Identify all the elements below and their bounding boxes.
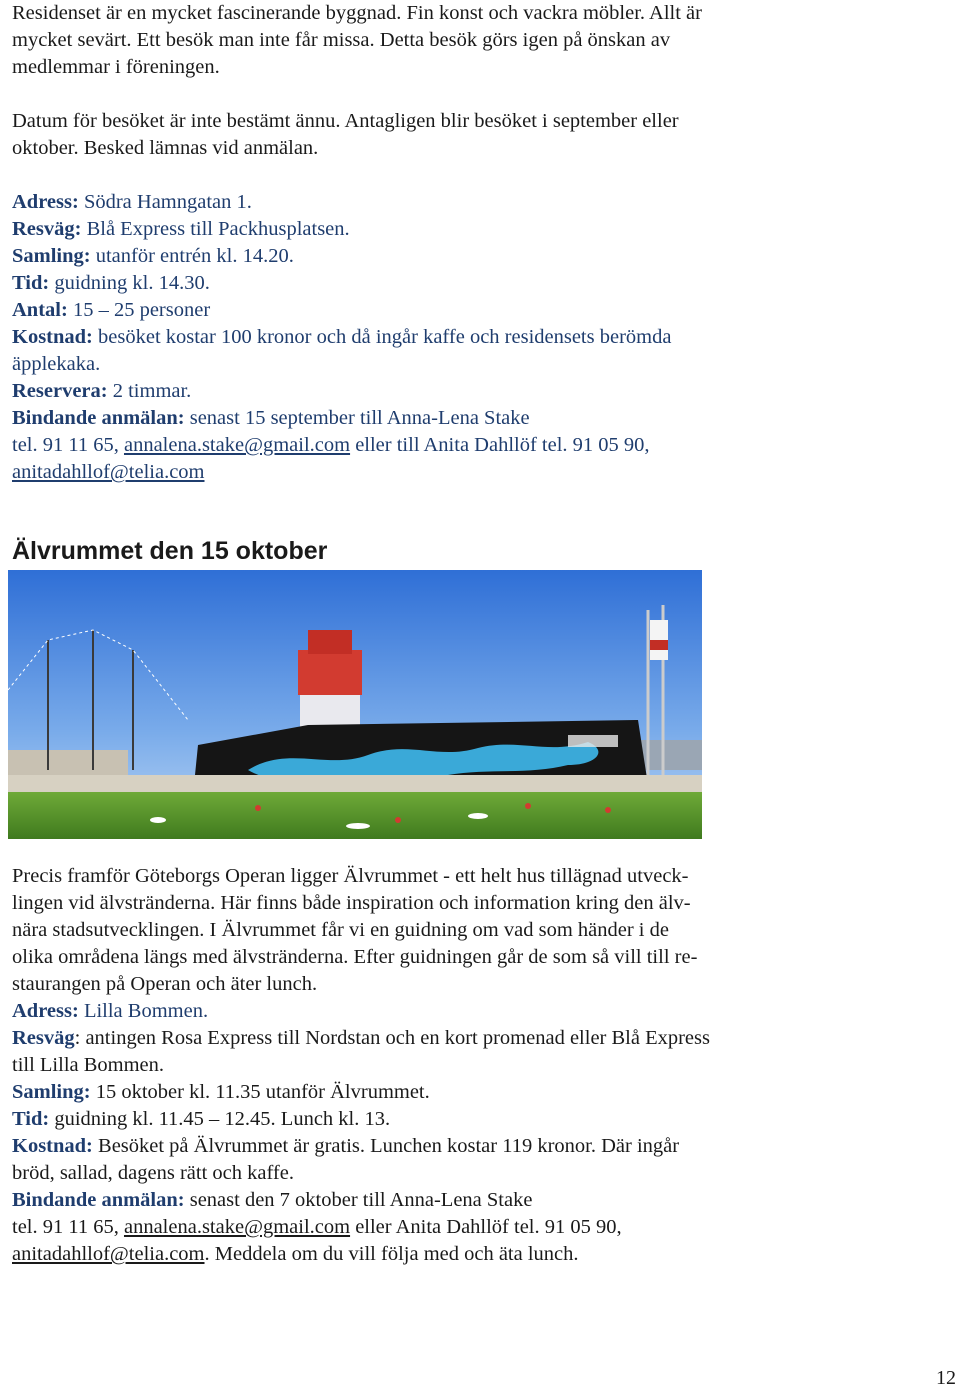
kostnad-row: Kostnad: besöket kostar 100 kronor och då ingår kaffe och residensets berömda äpplekaka. — [12, 326, 672, 375]
kostnad-row: Kostnad: Besöket på Älvrummet är gratis. Lunchen kostar 119 kronor. Där ingår bröd, sallad, dagens rätt och kaffe. — [12, 1135, 680, 1184]
intro-paragraph: Residenset är en mycket fascinerande byggnad. Fin konst och vackra möbler. Allt är mycket sevärt. Ett besök man inte får missa. Detta besök görs igen på önskan av medlemmar i föreningen. — [12, 2, 702, 78]
samling-row: Samling: utanför entrén kl. 14.20. — [12, 245, 294, 267]
samling-row: Samling: 15 oktober kl. 11.35 utanför Älvrummet. — [12, 1081, 430, 1103]
section-alvrummet — [12, 863, 942, 1268]
alvrummet-photo — [8, 570, 702, 839]
adress-row: Adress: Södra Hamngatan 1. — [12, 191, 252, 213]
details-paragraph: Adress: Södra Hamngatan 1. Resväg: Blå Express till Packhusplatsen. Samling: utanför entrén kl. 14.20. Tid: guidning kl. 14.30. Antal: 15 – 25 personer Kostnad: besöket kostar 100 kronor och då ingår kaffe och residensets berömda äpplekaka. Reservera: 2 timmar. Bindande anmälan: senast 15 september till Anna-Lena Stake tel. 91 11 65, annalena.stake@gmail.com eller till Anita Dahllöf tel. 91 05 90, anitadahllof@telia.com — [12, 191, 672, 483]
antal-row: Antal: 15 – 25 personer — [12, 299, 211, 321]
bindande-row: Bindande anmälan: senast 15 september till Anna-Lena Stake — [12, 407, 530, 429]
email-link-annalena[interactable]: annalena.stake@gmail.com — [123, 434, 351, 456]
document-page — [12, 0, 942, 1265]
adress-row: Adress: Lilla Bommen. — [12, 1000, 209, 1022]
page-number: 12 — [936, 1367, 956, 1389]
resvag-row: Resväg: antingen Rosa Express till Nordstan och en kort promenad eller Blå Express till Lilla Bommen. — [12, 1027, 710, 1076]
date-paragraph: Datum för besöket är inte bestämt ännu. Antagligen blir besöket i september eller oktober. Besked lämnas vid anmälan. — [12, 110, 679, 159]
tid-row: Tid: guidning kl. 11.45 – 12.45. Lunch kl. 13. — [12, 1108, 391, 1130]
reservera-row: Reservera: 2 timmar. — [12, 380, 192, 402]
tid-row: Tid: guidning kl. 14.30. — [12, 272, 210, 294]
bindande-row: Bindande anmälan: senast den 7 oktober till Anna-Lena Stake — [12, 1189, 533, 1211]
section-heading: Älvrummet den 15 oktober — [12, 537, 328, 565]
alvrummet-description: Precis framför Göteborgs Operan ligger Älvrummet - ett helt hus tillägnad utveck- lingen vid älvstränderna. Här finns både inspiration och information kring den älv- nära stadsutvecklingen. I Älvrummet får vi en guidning om vad som händer i de olika områdena längs med älvstränderna. Efter guidningen går de som så vill till re- staurangen på Operan och äter lunch. Adress: Lilla Bommen. Resväg: antingen Rosa Express till Nordstan och en kort promenad eller Blå Express till Lilla Bommen. Samling: 15 oktober kl. 11.35 utanför Älvrummet. Tid: guidning kl. 11.45 – 12.45. Lunch kl. 13. Kostnad: Besöket på Älvrummet är gratis. Lunchen kostar 119 kronor. Där ingår bröd, sallad, dagens rätt och kaffe. Bindande anmälan: senast den 7 oktober till Anna-Lena Stake tel. 91 11 65, annalena.stake@gmail.com eller Anita Dahllöf tel. 91 05 90, anitadahllof@telia.com. Meddela om du vill följa med och äta lunch. — [12, 865, 710, 1265]
resvag-row: Resväg: Blå Express till Packhusplatsen. — [12, 218, 350, 240]
email-link-anita[interactable]: anitadahllof@telia.com — [12, 1243, 205, 1265]
email-link-annalena[interactable]: annalena.stake@gmail.com — [123, 1216, 351, 1238]
section-residenset — [12, 0, 942, 486]
email-link-anita[interactable]: anitadahllof@telia.com — [12, 461, 205, 483]
